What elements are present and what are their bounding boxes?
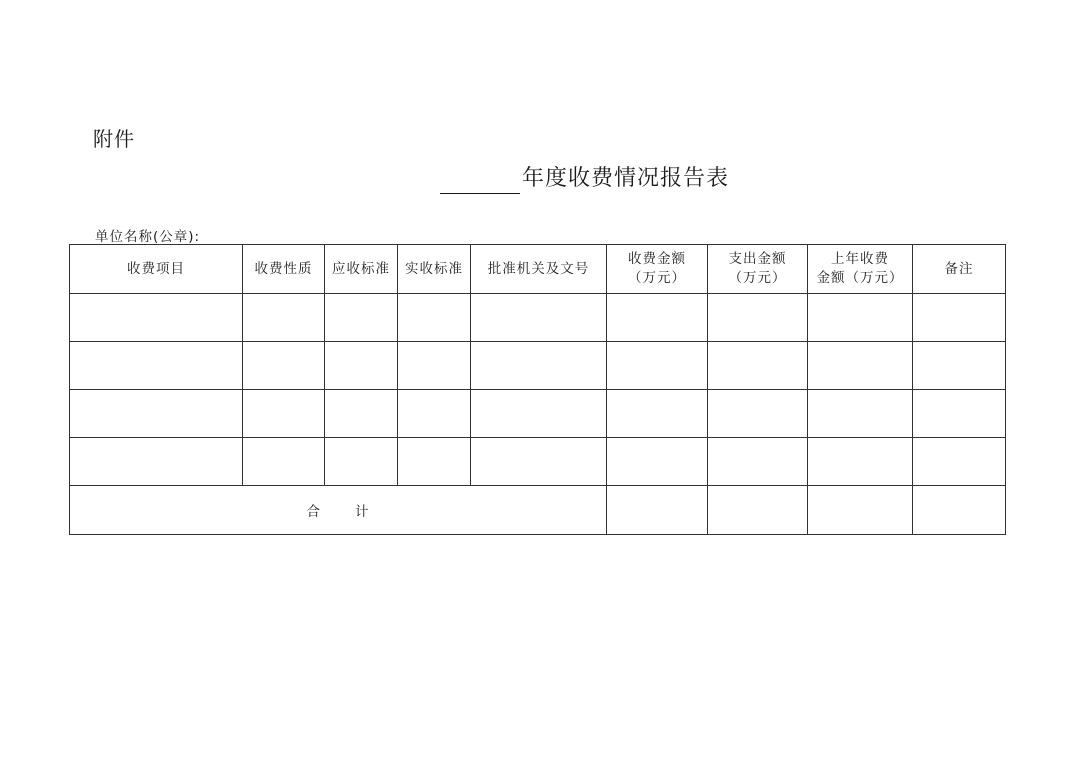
header-actual-standard: 实收标准 [398,245,471,294]
table-cell[interactable] [808,294,913,342]
table-cell[interactable] [243,438,325,486]
table-row [70,438,1006,486]
table-cell[interactable] [325,294,398,342]
header-last-year-amount: 上年收费 金额（万元） [808,245,913,294]
header-receivable-standard: 应收标准 [325,245,398,294]
header-fee-nature: 收费性质 [243,245,325,294]
total-fee-amount-cell[interactable] [607,486,708,535]
table-cell[interactable] [808,342,913,390]
table-cell[interactable] [913,438,1006,486]
year-blank-line [440,167,520,194]
table-cell[interactable] [708,294,808,342]
table-cell[interactable] [398,342,471,390]
report-title: 年度收费情况报告表 [522,166,730,191]
table-cell[interactable] [913,390,1006,438]
total-row [70,486,1006,535]
report-title-row [440,160,729,194]
table-cell[interactable] [471,438,607,486]
table-cell[interactable] [243,294,325,342]
total-label: 合 计 [70,486,607,535]
table-cell[interactable] [243,390,325,438]
table-cell[interactable] [808,390,913,438]
table-cell[interactable] [607,294,708,342]
table-cell[interactable] [70,294,243,342]
header-approval-authority: 批准机关及文号 [471,245,607,294]
table-cell[interactable] [913,294,1006,342]
table-cell[interactable] [325,390,398,438]
table-cell[interactable] [70,438,243,486]
table-cell[interactable] [708,390,808,438]
table-cell[interactable] [708,342,808,390]
table-cell[interactable] [708,438,808,486]
table-cell[interactable] [607,342,708,390]
table-cell[interactable] [243,342,325,390]
table-cell[interactable] [607,438,708,486]
table-cell[interactable] [70,342,243,390]
table-cell[interactable] [913,342,1006,390]
total-last-year-amount-cell[interactable] [808,486,913,535]
table-cell[interactable] [398,438,471,486]
table-cell[interactable] [325,438,398,486]
table-cell[interactable] [471,294,607,342]
table-cell[interactable] [471,390,607,438]
table-cell[interactable] [398,294,471,342]
table-row [70,390,1006,438]
table-cell[interactable] [471,342,607,390]
total-expense-amount-cell[interactable] [708,486,808,535]
table-row [70,342,1006,390]
header-fee-amount: 收费金额 （万元） [607,245,708,294]
table-cell[interactable] [808,438,913,486]
table-cell[interactable] [398,390,471,438]
header-row [70,245,1006,294]
attachment-label: 附件 [93,127,135,151]
unit-name-label: 单位名称(公章): [95,229,201,245]
total-remarks-cell[interactable] [913,486,1006,535]
header-fee-item: 收费项目 [70,245,243,294]
header-remarks: 备注 [913,245,1006,294]
table-cell[interactable] [607,390,708,438]
table-cell[interactable] [70,390,243,438]
table-row [70,294,1006,342]
fee-report-table [69,244,1006,535]
header-expense-amount: 支出金额 （万元） [708,245,808,294]
table-cell[interactable] [325,342,398,390]
